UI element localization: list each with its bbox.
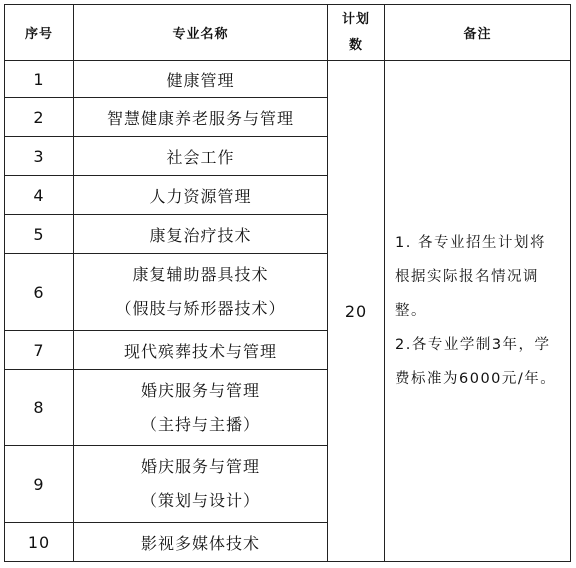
row-major — [74, 215, 328, 254]
row-seq: 7 — [5, 331, 74, 370]
major-name-line: 康复治疗技术 — [149, 225, 252, 245]
major-name-line: 影视多媒体技术 — [140, 533, 260, 553]
header-note: 备注 — [385, 5, 571, 61]
note-line: 根据实际报名情况调 — [395, 269, 539, 285]
plan-total: 20 — [328, 61, 385, 562]
major-name-line: 现代殡葬技术与管理 — [123, 341, 277, 361]
header-plan-line2: 数 — [348, 37, 363, 53]
note-line: 2.各专业学制3年，学 — [395, 337, 551, 353]
major-name-line: 婚庆服务与管理 — [140, 457, 260, 476]
major-name-line: （策划与设计） — [140, 491, 260, 510]
row-seq: 6 — [5, 254, 74, 331]
major-name-line: 智慧健康养老服务与管理 — [106, 108, 294, 128]
major-name-line: （主持与主播） — [140, 414, 260, 434]
header-major: 专业名称 — [74, 5, 328, 61]
row-major — [74, 370, 328, 446]
major-name-line: 婚庆服务与管理 — [140, 380, 260, 400]
notes-cell — [385, 61, 571, 562]
row-major — [74, 61, 328, 98]
note-line: 整。 — [395, 303, 427, 319]
table-header-row — [5, 5, 571, 61]
row-major — [74, 254, 328, 331]
row-seq: 8 — [5, 370, 74, 446]
row-seq: 5 — [5, 215, 74, 254]
row-seq: 1 — [5, 61, 74, 98]
row-seq: 2 — [5, 98, 74, 137]
note-line: 费标准为6000元/年。 — [395, 371, 557, 387]
header-seq: 序号 — [5, 5, 74, 61]
table-body — [5, 61, 571, 562]
row-seq: 4 — [5, 176, 74, 215]
major-name-line: 康复辅助器具技术 — [132, 265, 269, 284]
row-seq: 10 — [5, 523, 74, 562]
note-line: 1. 各专业招生计划将 — [395, 235, 546, 251]
row-major — [74, 446, 328, 523]
row-seq: 3 — [5, 137, 74, 176]
header-plan-line1: 计划 — [341, 11, 370, 27]
table-row — [5, 61, 571, 98]
major-name-line: 社会工作 — [166, 147, 235, 167]
row-major — [74, 137, 328, 176]
header-plan — [328, 5, 385, 61]
row-major — [74, 523, 328, 562]
row-major — [74, 331, 328, 370]
major-name-line: 人力资源管理 — [149, 186, 252, 206]
row-major — [74, 98, 328, 137]
row-seq: 9 — [5, 446, 74, 523]
major-name-line: （假肢与矫形器技术） — [115, 299, 286, 318]
major-name-line: 健康管理 — [166, 70, 235, 90]
admissions-plan-table — [4, 4, 571, 562]
row-major — [74, 176, 328, 215]
